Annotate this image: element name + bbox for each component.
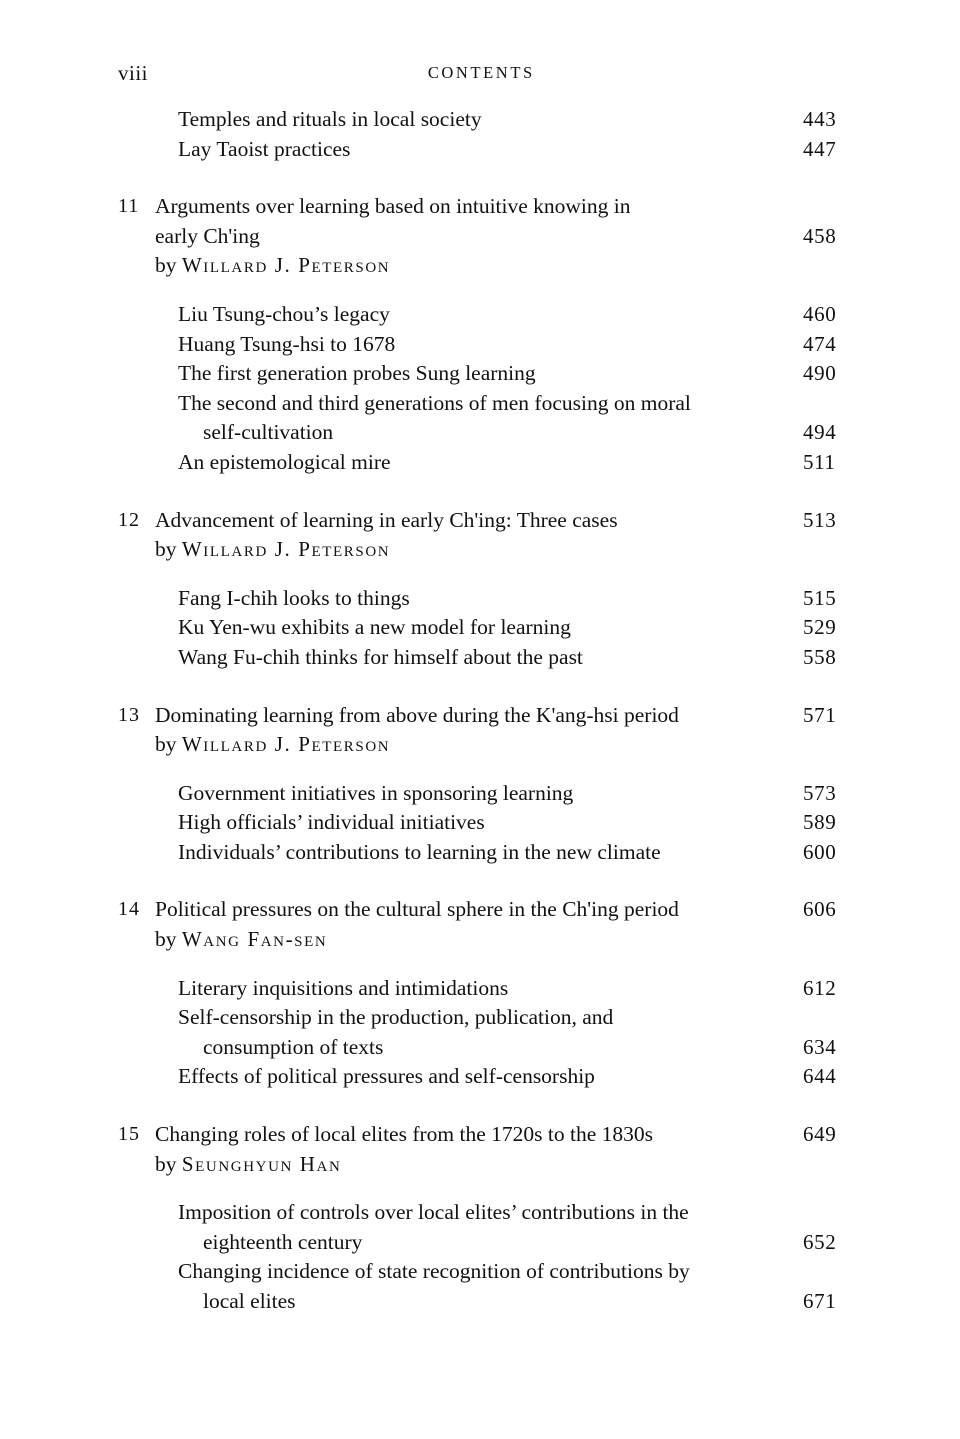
- entry-title: Liu Tsung-chou’s legacy: [178, 301, 390, 326]
- chapter-entry: [0, 506, 960, 673]
- entry-title: early Ch'ing: [155, 223, 260, 248]
- entry-title: eighteenth century: [203, 1229, 363, 1254]
- page-number: 589: [803, 810, 837, 835]
- toc-line: [0, 1150, 960, 1180]
- page-number: 474: [803, 331, 837, 356]
- entry-title: Self-censorship in the production, publication, and: [178, 1005, 614, 1030]
- section-gap: [0, 164, 960, 192]
- toc-subline: [0, 300, 960, 330]
- toc-subline: [0, 643, 960, 673]
- entry-byline: by Willard J. Peterson: [155, 253, 391, 278]
- page-number: 600: [803, 839, 837, 864]
- entry-title: Literary inquisitions and intimidations: [178, 975, 509, 1000]
- chapter-number: 15: [118, 1123, 140, 1146]
- entry-title: Arguments over learning based on intuitive knowing in: [155, 194, 631, 219]
- toc-line: [0, 192, 960, 222]
- toc-subline: [0, 1003, 960, 1033]
- toc-subline: [0, 838, 960, 868]
- chapter-entry: [0, 1120, 960, 1317]
- toc-subline: [0, 389, 960, 419]
- toc-line: [0, 895, 960, 925]
- chapter-entry: [0, 701, 960, 868]
- chapter-number: 12: [118, 508, 140, 531]
- entry-title: local elites: [203, 1289, 296, 1313]
- toc-line: [0, 222, 960, 252]
- author-name: Wang Fan-sen: [181, 927, 328, 952]
- table-of-contents: [0, 105, 960, 1317]
- subentry-gap: [0, 1179, 960, 1198]
- page-number: 606: [803, 897, 837, 922]
- entry-title: Ku Yen-wu exhibits a new model for learning: [178, 615, 571, 640]
- entry-title: Effects of political pressures and self-censorship: [178, 1064, 595, 1089]
- author-name: Willard J. Peterson: [181, 537, 391, 562]
- entry-title: self-cultivation: [203, 420, 334, 445]
- toc-line: [0, 135, 960, 165]
- chapter-number: 11: [118, 195, 140, 218]
- page-number: 571: [803, 702, 837, 727]
- entry-title: High officials’ individual initiatives: [178, 810, 485, 835]
- entry-title: The first generation probes Sung learning: [178, 361, 536, 386]
- page-folio: viii: [118, 61, 149, 85]
- toc-line: [0, 730, 960, 760]
- page-number: 460: [803, 301, 837, 326]
- toc-subline: [0, 808, 960, 838]
- toc-subline: [0, 1062, 960, 1092]
- entry-byline: by Willard J. Peterson: [155, 732, 391, 757]
- entry-title: Temples and rituals in local society: [178, 107, 482, 131]
- toc-subline: [0, 974, 960, 1004]
- subentry-gap: [0, 760, 960, 779]
- section-gap: [0, 867, 960, 895]
- entry-title: Huang Tsung-hsi to 1678: [178, 331, 396, 356]
- page-number: 644: [803, 1064, 837, 1089]
- page-number: 558: [803, 644, 837, 669]
- toc-subline: [0, 1033, 960, 1063]
- page-number: 513: [803, 507, 837, 532]
- toc-line: [0, 701, 960, 731]
- subentry-gap: [0, 281, 960, 300]
- toc-line: [0, 506, 960, 536]
- page-number: 447: [803, 136, 837, 161]
- page-number: 511: [803, 449, 836, 474]
- entry-byline: by Wang Fan-sen: [155, 927, 328, 952]
- running-head: [0, 60, 960, 86]
- subentry-gap: [0, 565, 960, 584]
- entry-title: Advancement of learning in early Ch'ing: Three cases: [155, 507, 618, 532]
- page-number: 443: [803, 107, 837, 131]
- toc-subline: [0, 359, 960, 389]
- toc-subline: [0, 1198, 960, 1228]
- section-entry: [0, 105, 960, 164]
- section-gap: [0, 1092, 960, 1120]
- page-number: 671: [803, 1289, 837, 1313]
- entry-title: The second and third generations of men focusing on moral: [178, 390, 691, 415]
- toc-subline: [0, 1257, 960, 1287]
- entry-title: Changing roles of local elites from the 1720s to the 1830s: [155, 1122, 653, 1147]
- toc-subline: [0, 418, 960, 448]
- entry-title: Imposition of controls over local elites’ contributions in the: [178, 1200, 689, 1225]
- entry-title: Government initiatives in sponsoring learning: [178, 780, 574, 805]
- page-number: 612: [803, 975, 837, 1000]
- entry-title: Changing incidence of state recognition of contributions by: [178, 1259, 690, 1284]
- toc-subline: [0, 1228, 960, 1258]
- page-number: 649: [803, 1122, 837, 1147]
- chapter-entry: [0, 192, 960, 477]
- toc-line: [0, 1120, 960, 1150]
- toc-subline: [0, 584, 960, 614]
- entry-title: Wang Fu-chih thinks for himself about the past: [178, 644, 583, 669]
- toc-line: [0, 925, 960, 955]
- page-number: 515: [803, 585, 837, 610]
- entry-title: An epistemological mire: [178, 449, 391, 474]
- entry-title: Political pressures on the cultural sphere in the Ch'ing period: [155, 897, 679, 922]
- chapter-entry: [0, 895, 960, 1092]
- entry-byline: by Willard J. Peterson: [155, 537, 391, 562]
- toc-line: [0, 105, 960, 135]
- toc-subline: [0, 779, 960, 809]
- toc-subline: [0, 330, 960, 360]
- entry-title: Lay Taoist practices: [178, 136, 351, 161]
- page-title: CONTENTS: [427, 63, 535, 82]
- author-name: Seunghyun Han: [181, 1151, 342, 1176]
- toc-subline: [0, 1287, 960, 1317]
- toc-subline: [0, 448, 960, 478]
- entry-title: Individuals’ contributions to learning in the new climate: [178, 839, 661, 864]
- toc-line: [0, 535, 960, 565]
- chapter-number: 13: [118, 703, 140, 726]
- toc-line: [0, 251, 960, 281]
- section-gap: [0, 478, 960, 506]
- entry-title: Dominating learning from above during the K'ang-hsi period: [155, 702, 679, 727]
- entry-title: Fang I-chih looks to things: [178, 585, 410, 610]
- entry-title: consumption of texts: [203, 1034, 384, 1059]
- page-number: 529: [803, 615, 837, 640]
- chapter-number: 14: [118, 898, 140, 921]
- entry-byline: by Seunghyun Han: [155, 1151, 342, 1176]
- page-number: 573: [803, 780, 837, 805]
- page-number: 652: [803, 1229, 837, 1254]
- page-number: 490: [803, 361, 837, 386]
- toc-subline: [0, 613, 960, 643]
- page-number: 494: [803, 420, 837, 445]
- subentry-gap: [0, 955, 960, 974]
- page-number: 634: [803, 1034, 837, 1059]
- page-number: 458: [803, 223, 837, 248]
- author-name: Willard J. Peterson: [181, 732, 391, 757]
- author-name: Willard J. Peterson: [181, 253, 391, 278]
- section-gap: [0, 673, 960, 701]
